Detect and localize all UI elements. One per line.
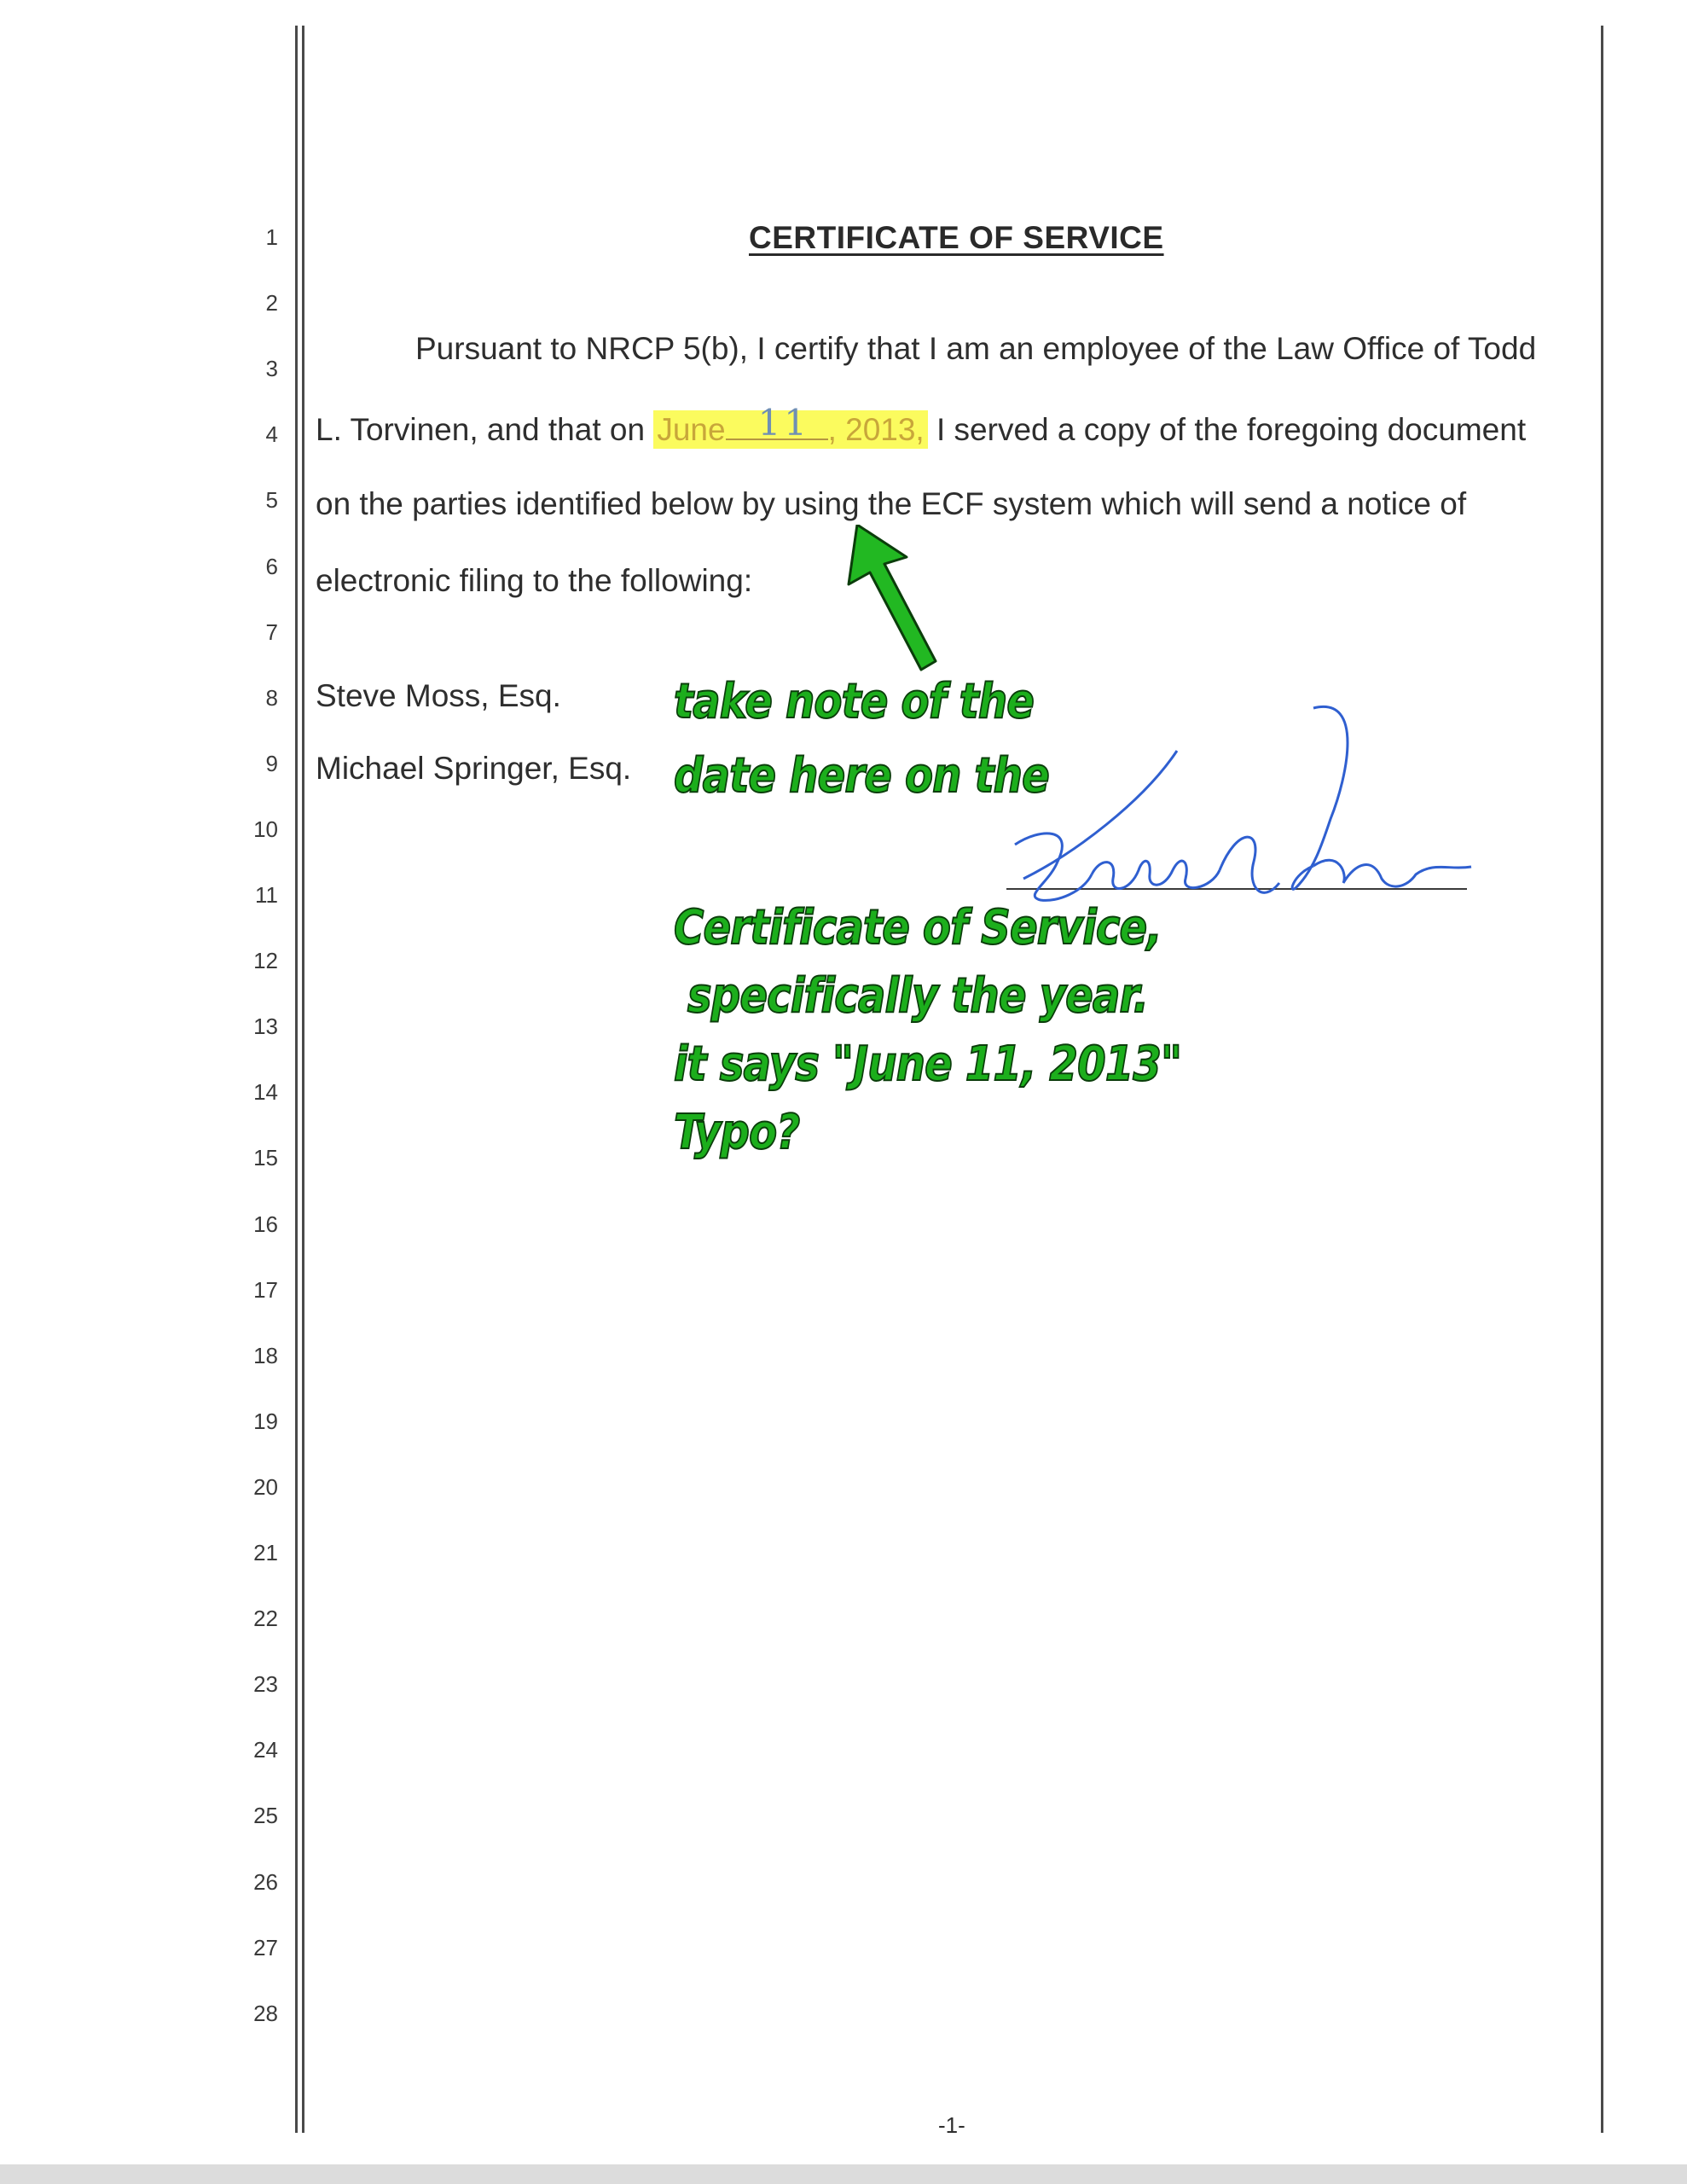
line-number: 16 xyxy=(253,1211,278,1237)
annotation-line-1: take note of the xyxy=(674,674,1035,729)
annotation-line-6: Typo? xyxy=(674,1105,800,1160)
paragraph-line-4-text: electronic filing to the following: xyxy=(316,563,753,598)
line-number: 3 xyxy=(265,356,278,382)
line-number: 27 xyxy=(253,1934,278,1960)
paragraph-line-4 xyxy=(316,563,752,600)
paragraph-line-1-text: Pursuant to NRCP 5(b), I certify that I am an employee of the Law Office of Todd xyxy=(415,331,1537,366)
document-title: CERTIFICATE OF SERVICE xyxy=(749,220,1164,255)
annotation-line-2: date here on the xyxy=(674,748,1049,804)
line-number: 14 xyxy=(253,1079,278,1106)
handwritten-day: 11 xyxy=(757,402,811,444)
highlighted-date xyxy=(653,402,927,449)
paragraph-line-3-text: on the parties identified below by using the ECF system which will send a notice of xyxy=(316,486,1467,521)
line-number: 12 xyxy=(253,948,278,974)
line-number: 19 xyxy=(253,1408,278,1434)
line-number: 9 xyxy=(265,750,278,776)
line-number: 24 xyxy=(253,1737,278,1763)
line-number: 18 xyxy=(253,1342,278,1368)
line-number: 20 xyxy=(253,1473,278,1500)
line-number: 22 xyxy=(253,1606,278,1632)
date-blank xyxy=(726,402,828,444)
recipient-1: Steve Moss, Esq. xyxy=(316,678,561,713)
line-number: 15 xyxy=(253,1145,278,1171)
line-number: 26 xyxy=(253,1868,278,1895)
line-number: 21 xyxy=(253,1540,278,1565)
line-number: 23 xyxy=(253,1671,278,1698)
date-month: June xyxy=(657,412,726,447)
page-number: -1- xyxy=(938,2112,965,2138)
line-number: 8 xyxy=(265,684,278,711)
annotation-line-5: it says "June 11, 2013" xyxy=(674,1037,1182,1092)
left-margin-rule-outer xyxy=(295,26,298,2133)
right-margin-rule xyxy=(1601,26,1603,2133)
line-number: 1 xyxy=(265,224,278,250)
line-number: 10 xyxy=(253,816,278,842)
paragraph-line-3 xyxy=(316,486,1466,523)
paragraph-line-2-prefix: L. Torvinen, and that on xyxy=(316,412,654,447)
annotation-line-4: specifically the year. xyxy=(674,968,1149,1024)
left-margin-rule-inner xyxy=(302,26,304,2133)
line-number: 6 xyxy=(265,553,278,579)
line-number: 11 xyxy=(255,882,278,908)
page-bottom-edge xyxy=(0,2164,1687,2184)
paragraph-line-1 xyxy=(415,331,1536,368)
paragraph-line-2-suffix: I served a copy of the foregoing document xyxy=(927,412,1527,447)
line-number: 5 xyxy=(265,487,278,514)
line-number: 17 xyxy=(253,1276,278,1303)
green-arrow-icon xyxy=(840,525,951,678)
line-number: 28 xyxy=(253,2000,278,2026)
line-number: 25 xyxy=(253,1803,278,1829)
line-number: 7 xyxy=(265,619,278,645)
handwritten-signature xyxy=(1006,700,1484,921)
date-year: , 2013, xyxy=(827,412,925,447)
line-number: 2 xyxy=(265,290,278,317)
recipient-2: Michael Springer, Esq. xyxy=(316,751,632,786)
paragraph-line-2 xyxy=(316,402,1527,449)
line-number: 13 xyxy=(253,1014,278,1040)
line-number: 4 xyxy=(265,421,278,448)
annotation-line-3: Certificate of Service, xyxy=(674,900,1162,956)
